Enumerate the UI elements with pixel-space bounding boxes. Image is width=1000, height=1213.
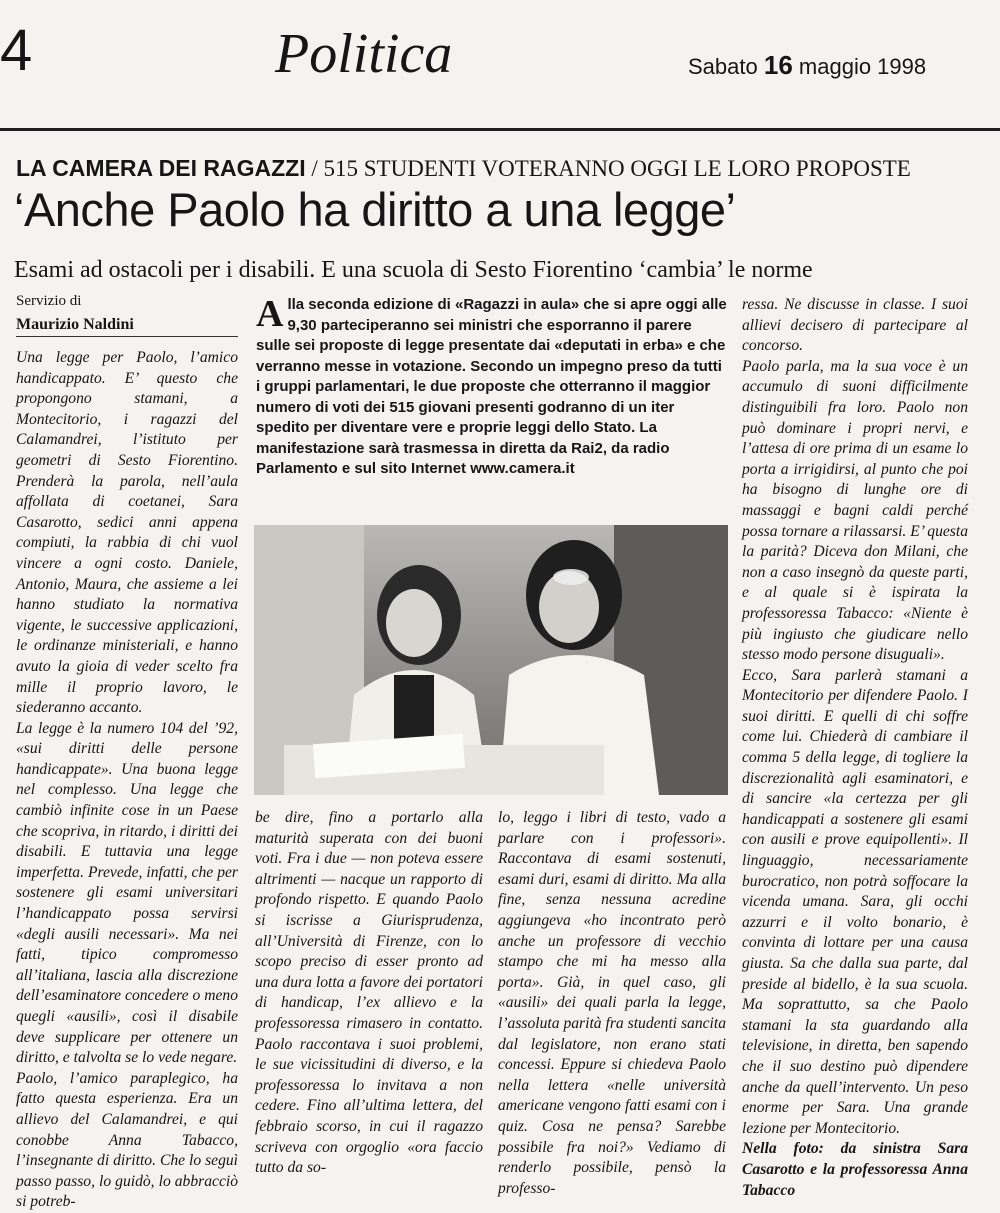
paragraph: Una legge per Paolo, l’amico handicappato. E’ questo che propongono stamani, a Montecitorio, i ragazzi del Calamandrei, l’istituto per geometri di Sesto Fiorentino. Prenderà la parola, nell’aula affollata di coetanei, Sara Casarotto, sedici anni appena compiuti, la rabbia di chi vuol vincere a ogni costo. Daniele, Antonio, Maura, che assieme a lei hanno studiato la normativa vigente, le successive applicazioni, le ordinanze ministeriali, e hanno avuto la gioia di veder scelto fra mille il proprio lavoro, le siederanno accanto. [16, 349, 238, 717]
paragraph: Paolo parla, ma la sua voce è un accumulo di suoni difficilmente distinguibili fra loro. Paolo non può dominare i propri nervi, e l’attesa di ore prima di un esame lo porta a irrigidirsi, al punto che poi ha bisogno di lunghe ore di massaggi e bagni caldi perché possa tornare a rilassarsi. E’ questa la parità? Diceva don Milani, che non a caso insegnò da queste parti, e al quale si è ispirata la professoressa Tabacco: «Niente è più ingiusto che giudicare nello stesso modo persone disuguali». [742, 357, 968, 664]
paragraph: Ecco, Sara parlerà stamani a Montecitorio per difendere Paolo. I suoi diritti. E quelli di chi soffre come lui. Chiederà di cambiare il comma 5 della legge, di togliere la discrezionalità agli esaminatori, e di sancire «la certezza per gli handicappati a sostenere gli esami con ausili e prove equipollenti». Il linguaggio, necessariamente burocratico, non potrà soffocare la vicenda umana. Sara, gli occhi azzurri e il volto bonario, è convinta di lottare per una causa giusta. Sa che dalla sua parte, dal preside al bidello, è la sua scuola. Ma soprattutto, sa che Paolo stamani la sta guardando alla televisione, in diretta, ben sapendo che il suo destino può dipendere anche da quell’intervento. Un peso enorme per Sara. Una grande lezione per Montecitorio. [742, 666, 968, 1137]
article-column-1 [16, 348, 238, 1213]
photo-image [254, 525, 728, 795]
article-column-2 [255, 808, 483, 1179]
lead-paragraph [256, 295, 728, 480]
paragraph: ressa. Ne discusse in classe. I suoi allievi decisero di partecipare al concorso. [742, 296, 968, 355]
dateline [688, 52, 926, 78]
kicker [16, 157, 911, 180]
kicker-text: / 515 STUDENTI VOTERANNO OGGI LE LORO PROPOSTE [305, 156, 911, 181]
page-number: 4 [0, 18, 33, 83]
headline: ‘Anche Paolo ha diritto a una legge’ [14, 183, 736, 236]
byline-prefix: Servizio di [16, 293, 82, 309]
byline-author: Maurizio Naldini [16, 316, 134, 333]
paragraph: La legge è la numero 104 del ’92, «sui diritti delle persone handicappate». Una buona legge nel complesso. Una legge che cambiò infinite cose in un Paese che scopriva, in ritardo, i diritti dei disabili. E tuttavia una legge imperfetta. Prevede, infatti, che per sostenere gli esami universitari l’handicappato possa servirsi «degli ausili necessari». Ma nei fatti, tipico compromesso all’italiana, lascia alla discrezione dell’esaminatore concedere o meno quegli «ausili», così il disabile deve supplicare per ottenere un diritto, e talvolta se lo vede negare. [16, 719, 238, 1067]
photo-caption: Nella foto: da sinistra Sara Casarotto e la professoressa Anna Tabacco [742, 1140, 968, 1199]
article-column-4 [742, 295, 968, 1201]
drop-cap: A [256, 293, 284, 335]
paragraph: Paolo, l’amico paraplegico, ha fatto questa esperienza. Era un allievo del Calamandrei, e qui conobbe Anna Tabacco, l’insegnante di diritto. Che lo seguì passo passo, lo guidò, lo abbracciò si potreb- [16, 1069, 238, 1211]
paragraph: be dire, fino a portarlo alla maturità superata con dei buoni voti. Fra i due — non poteva essere altrimenti — nacque un rapporto di profondo rispetto. E quando Paolo si iscrisse a Giurisprudenza, all’Università di Firenze, con lo scopo preciso di esser pronto ad una dura lotta a favore dei portatori di handicap, l’ex allievo e la professoressa rimasero in contatto. Paolo raccontava i suoi problemi, le sue vicissitudini di diverso, e la professoressa lo invitava a non cedere. Fino all’ultima lettera, del febbraio scorso, in cui il ragazzo scriveva con orgoglio «ora faccio tutto da so- [255, 809, 483, 1177]
article-column-3 [498, 808, 726, 1199]
kicker-topic: LA CAMERA DEI RAGAZZI [16, 155, 306, 181]
date-weekday: Sabato [688, 54, 758, 79]
date-month-year: maggio 1998 [798, 54, 927, 79]
date-day: 16 [763, 50, 793, 80]
article-photo [254, 525, 728, 795]
section-title: Politica [275, 23, 453, 85]
paragraph: lo, leggo i libri di testo, vado a parlare con i professori». Raccontava di esami sostenuti, esami duri, esami di diritto. Ma alla fine, senza nessuna acredine aggiungeva «ho incontrato però anche un professore di vecchio stampo che mi ha messo alla porta». Già, in quel caso, gli «ausili» dei quali parla la legge, l’assoluta parità fra studenti sancita dal legislatore, non erano stati concessi. Eppure si chiedeva Paolo nella lettera «nelle università americane vengono fatti esami con i quiz. Cosa ne pensa? Sarebbe possibile fra noi?» Vediamo di renderlo possibile, pensò la professo- [498, 809, 726, 1197]
header-rule [0, 128, 1000, 131]
subheadline: Esami ad ostacoli per i disabili. E una scuola di Sesto Fiorentino ‘cambia’ le norme [14, 257, 813, 283]
lead-text: lla seconda edizione di «Ragazzi in aula» che si apre oggi alle 9,30 parteciperanno sei ministri che esporranno il parere sulle sei proposte di legge presentate dai «deputati in erba» e che verranno messe in votazione. Secondo un impegno preso da tutti i gruppi parlamentari, le due proposte che otterranno il maggior numero di voti dei 515 giovani presenti godranno di un iter spedito per diventare vere e proprie leggi dello Stato. La manifestazione sarà trasmessa in diretta da Rai2, da radio Parlamento e sul sito Internet www.camera.it [256, 296, 727, 477]
byline-divider [16, 336, 238, 337]
